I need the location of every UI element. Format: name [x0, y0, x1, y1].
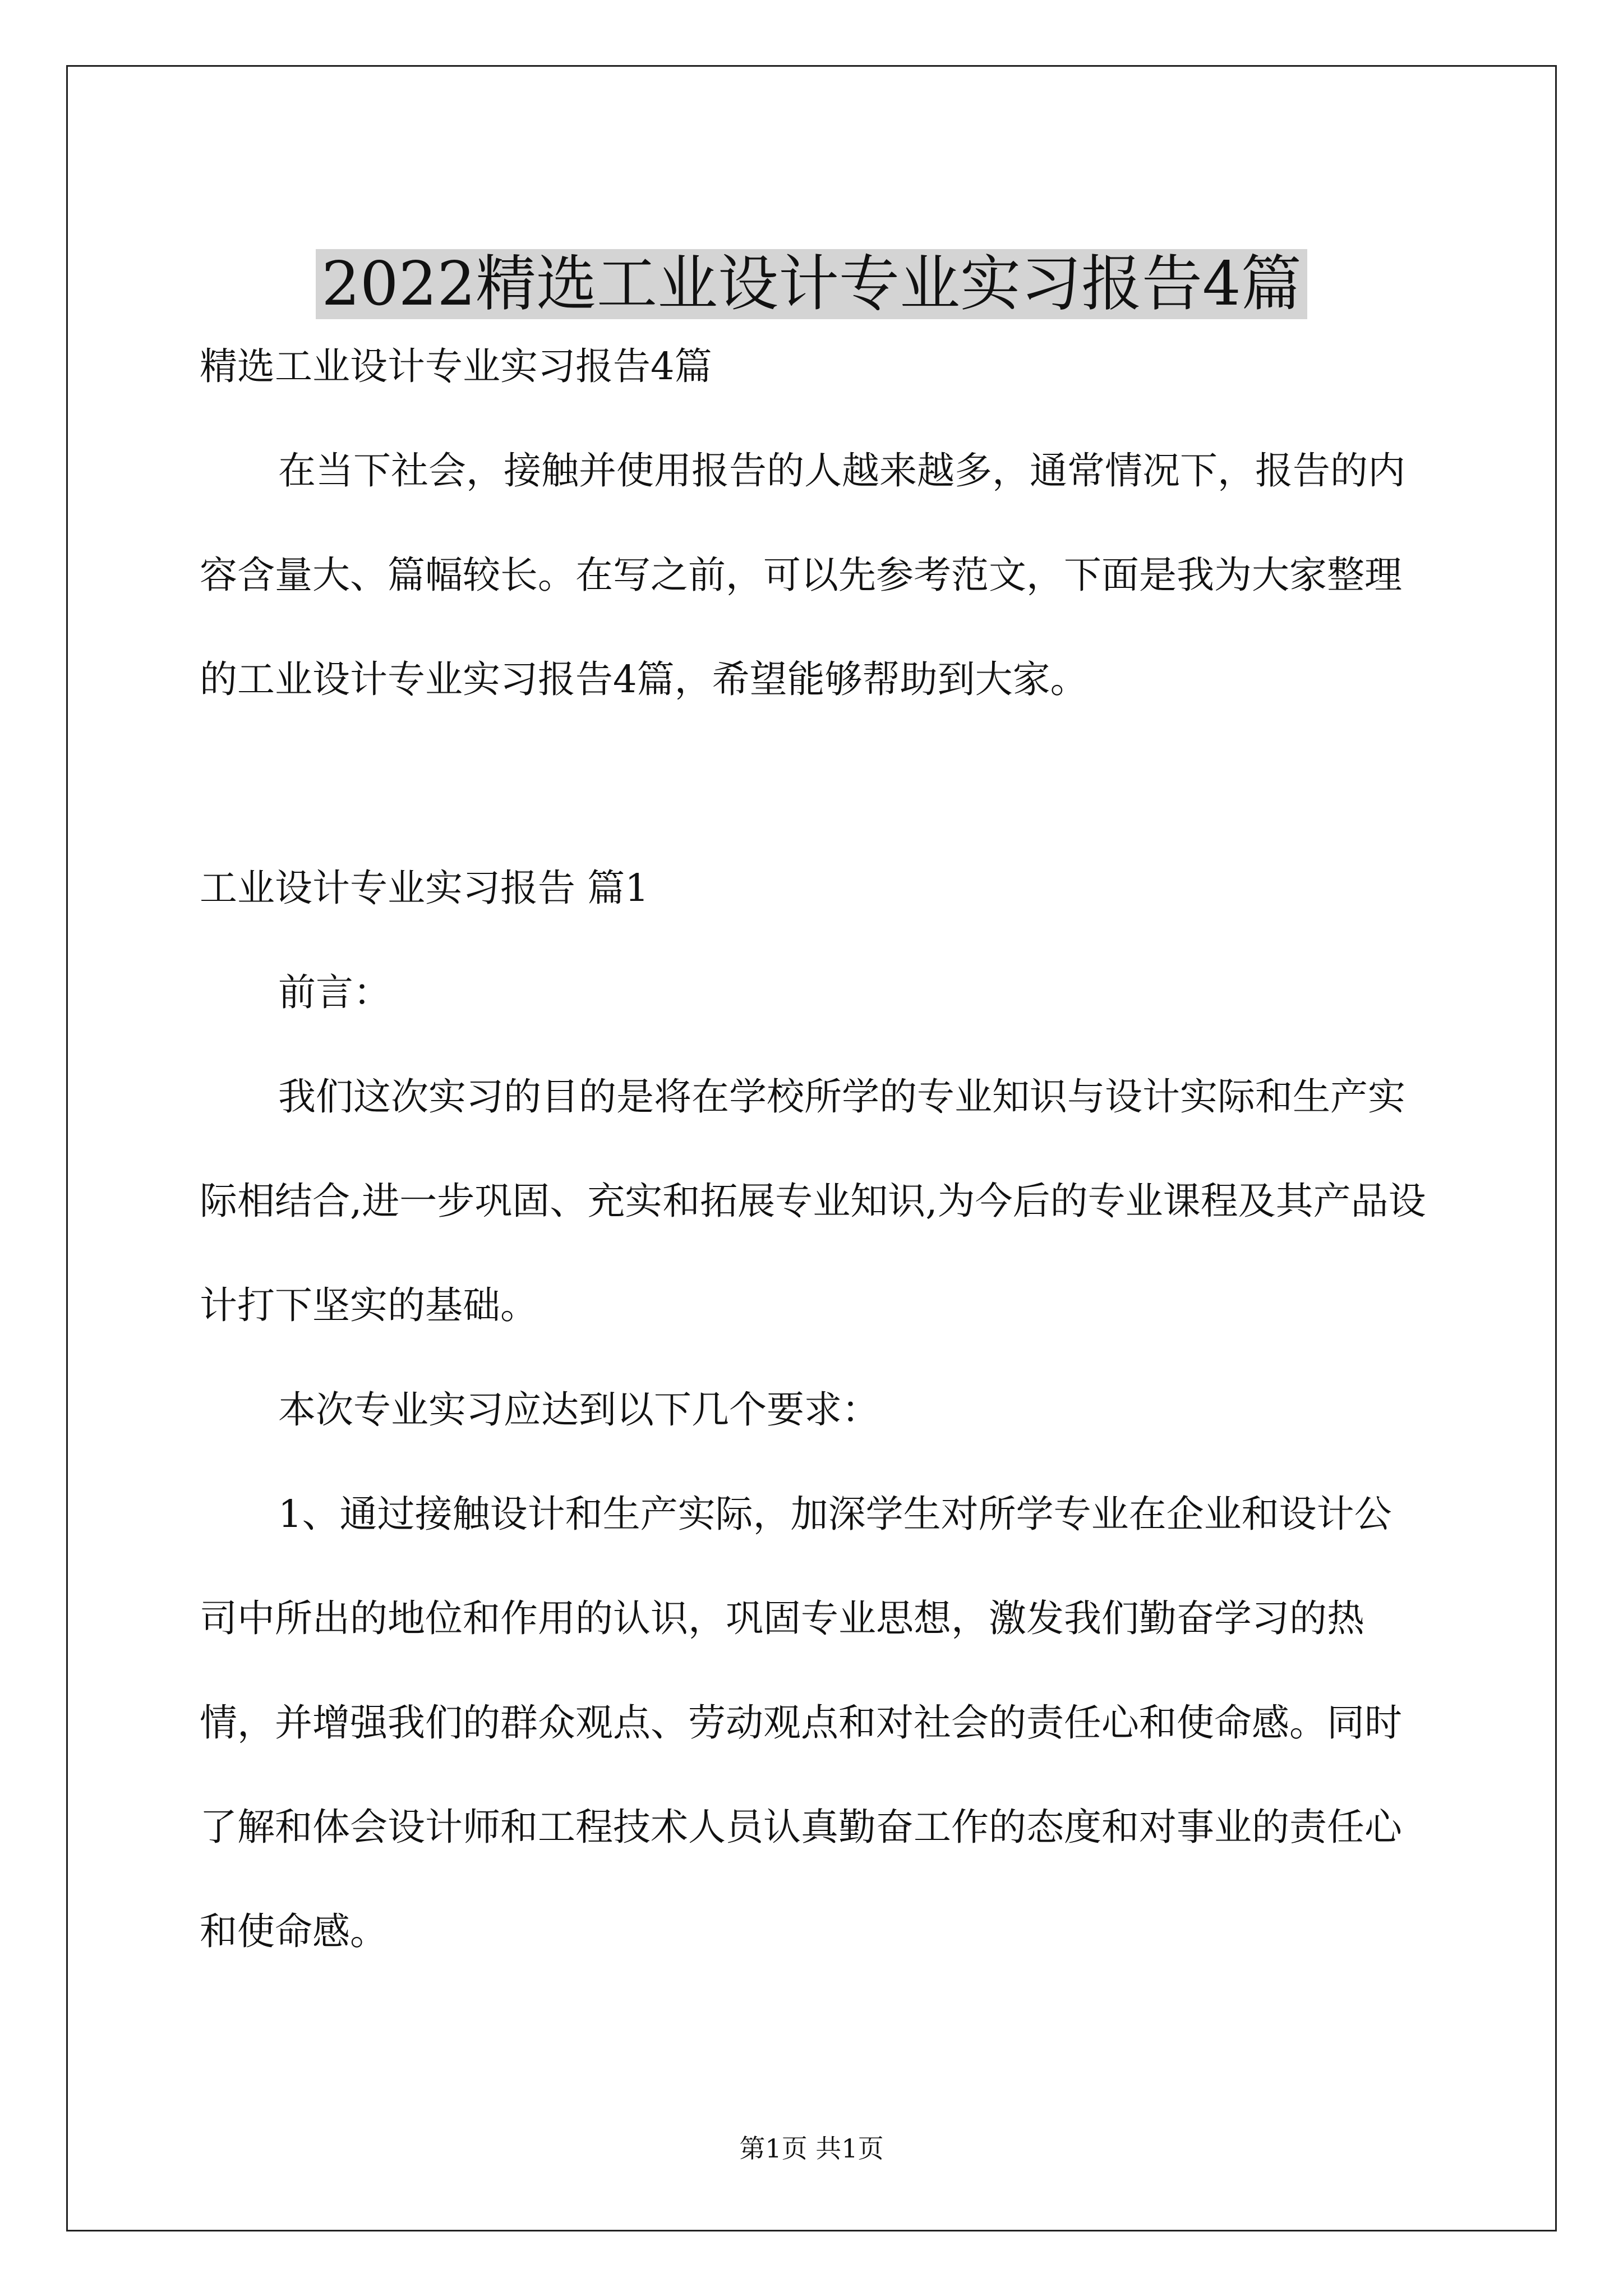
document-subtitle: 精选工业设计专业实习报告4篇	[200, 344, 712, 388]
intro-paragraph: 在当下社会，接触并使用报告的人越来越多，通常情况下，报告的内容含量大、篇幅较长。在写之前，可以先参考范文，下面是我为大家整理的工业设计专业实习报告4篇，希望能够帮助到大家。	[200, 449, 1405, 701]
document-body	[200, 314, 1429, 1984]
requirement-item-1: 1、通过接触设计和生产实际，加深学生对所学专业在企业和设计公司中所出的地位和作用的认识，巩固专业思想，激发我们勤奋学习的热情，并增强我们的群众观点、劳动观点和对社会的责任心和使命感。同时了解和体会设计师和工程技术人员认真勤奋工作的态度和对事业的责任心和使命感。	[200, 1492, 1402, 1953]
section-heading: 工业设计专业实习报告 篇1	[200, 866, 649, 910]
page-footer: 第1页 共1页	[739, 2133, 884, 2164]
purpose-paragraph: 我们这次实习的目的是将在学校所学的专业知识与设计实际和生产实际相结合,进一步巩固、充实和拓展专业知识,为今后的专业课程及其产品设计打下坚实的基础。	[200, 1075, 1426, 1327]
requirements-intro: 本次专业实习应达到以下几个要求：	[278, 1388, 879, 1432]
document-title-text: 2022精选工业设计专业实习报告4篇	[316, 249, 1307, 319]
preface-label: 前言：	[278, 970, 391, 1014]
